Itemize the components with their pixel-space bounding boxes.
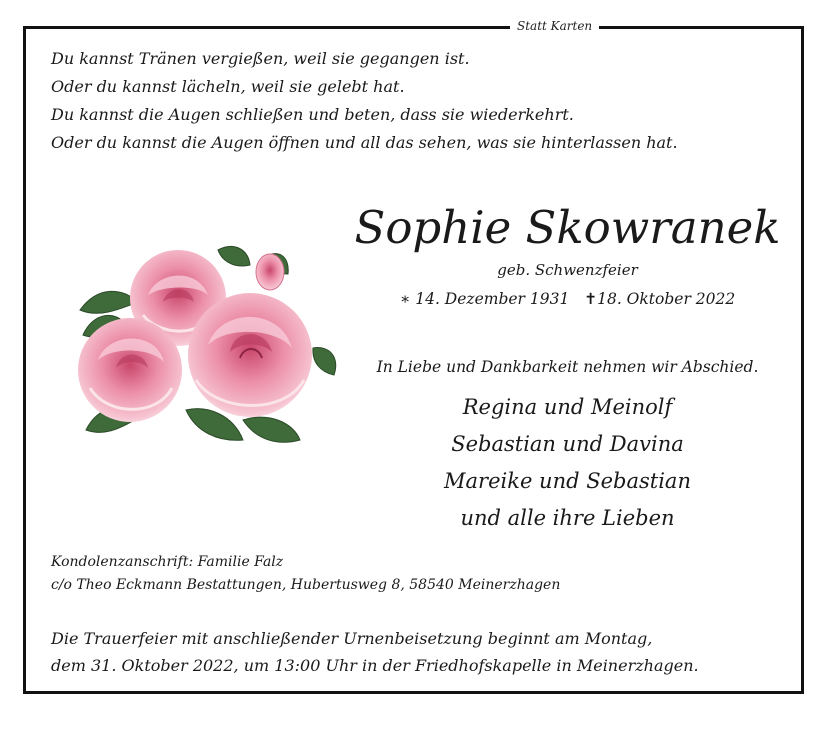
condolence-line: c/o Theo Eckmann Bestattungen, Hubertusweg 8, 58540 Meinerzhagen (51, 577, 561, 593)
poem-line: Du kannst die Augen schließen und beten, dass sie wiederkehrt. (51, 105, 574, 124)
poem-line: Du kannst Tränen vergießen, weil sie gegangen ist. (51, 49, 470, 68)
poem (51, 45, 678, 157)
condolence-address (51, 551, 560, 597)
death-date: 18. Oktober 2022 (597, 290, 736, 308)
roses-icon (68, 240, 340, 462)
born-date: 14. Dezember 1931 (415, 290, 570, 308)
condolence-line: Kondolenzanschrift: Familie Falz (51, 554, 284, 570)
service-line: Die Trauerfeier mit anschließender Urnenbeisetzung beginnt am Montag, (51, 629, 653, 648)
poem-line: Oder du kannst lächeln, weil sie gelebt hat. (51, 77, 405, 96)
mourner-line: Sebastian und Davina (451, 432, 684, 456)
deceased-name: Sophie Skowranek (354, 201, 781, 254)
poem-line: Oder du kannst die Augen öffnen und all das sehen, was sie hinterlassen hat. (51, 133, 678, 152)
cross-icon: ✝ (584, 290, 598, 308)
service-info (51, 625, 699, 679)
service-line: dem 31. Oktober 2022, um 13:00 Uhr in der Friedhofskapelle in Meinerzhagen. (51, 656, 699, 675)
mourners-list (330, 389, 805, 537)
farewell-line: In Liebe und Dankbarkeit nehmen wir Abschied. (376, 358, 759, 376)
header-label: Statt Karten (510, 16, 599, 36)
life-dates (330, 287, 805, 311)
maiden-name: geb. Schwenzfeier (497, 261, 638, 279)
mourner-line: Regina und Meinolf (462, 395, 673, 419)
mourner-line: Mareike und Sebastian (444, 469, 691, 493)
mourner-line: und alle ihre Lieben (460, 506, 675, 530)
born-icon: ∗ (399, 290, 411, 308)
